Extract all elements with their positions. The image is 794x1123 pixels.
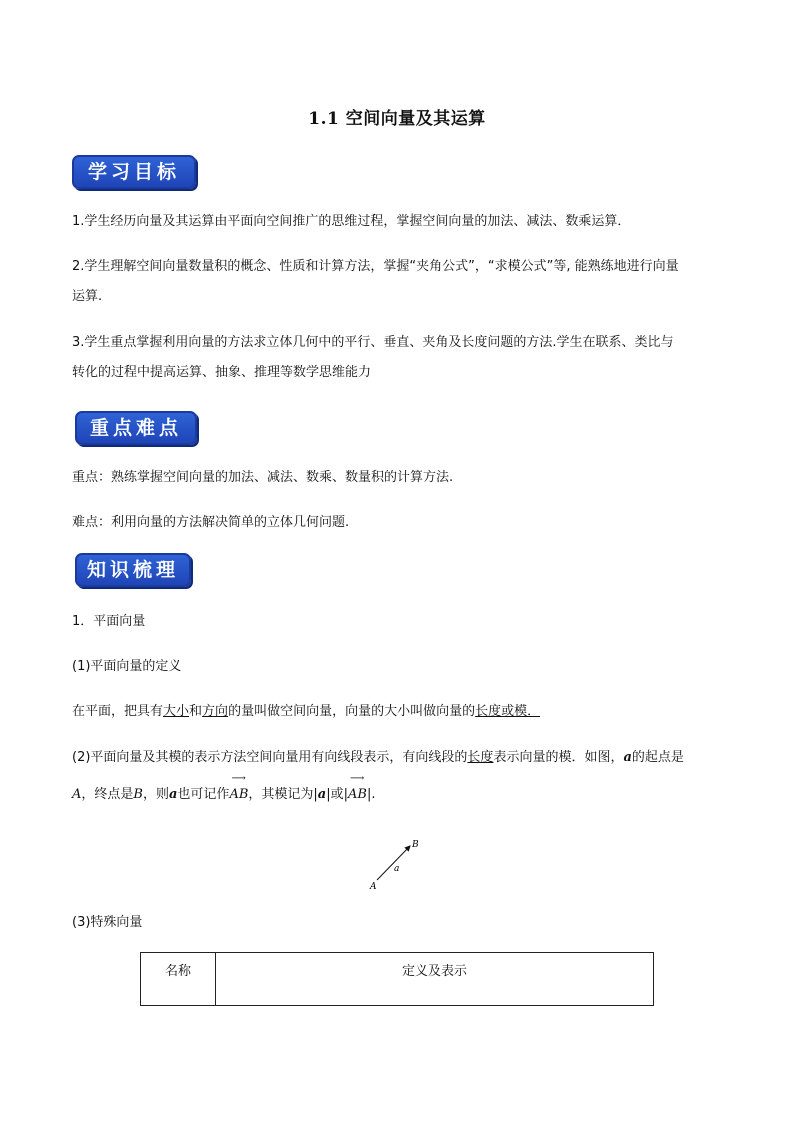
vector-arrow bbox=[377, 846, 410, 880]
arrow-over-icon: ⟶ bbox=[349, 773, 365, 784]
representation-text-2 bbox=[72, 773, 732, 810]
goal-2: 2.学生理解空间向量数量积的概念、性质和计算方法，掌握“夹角公式”，“求模公式”等, 能熟练地进行向量 bbox=[72, 259, 679, 274]
representation-text bbox=[72, 743, 732, 773]
table-row bbox=[141, 953, 654, 1006]
arrow-over-icon: ⟶ bbox=[231, 773, 246, 784]
def-part-a: 在平面，把具有 bbox=[72, 704, 164, 719]
def-and: 和 bbox=[189, 704, 203, 719]
goal-2-cont: 运算. bbox=[72, 289, 103, 304]
fig-label-vec: a bbox=[394, 864, 400, 874]
vec-ab-text: AB bbox=[229, 787, 249, 802]
section-badge-key: 重点难点 bbox=[75, 411, 197, 445]
point-a-label: A bbox=[72, 787, 82, 802]
rep-part-c: 的起点是 bbox=[631, 750, 684, 765]
vec-ab-mod bbox=[347, 773, 367, 810]
line2-c: ，则 bbox=[142, 787, 169, 802]
goal-1: 1.学生经历向量及其运算由平面向空间推广的思维过程，掌握空间向量的加法、减法、数乘运算． bbox=[72, 214, 631, 229]
point-b-label: B bbox=[133, 787, 143, 802]
key-difficult: 难点：利用向量的方法解决简单的立体几何问题. bbox=[72, 515, 350, 530]
line2-g: |. bbox=[366, 787, 376, 802]
line2-b: ，终点是 bbox=[81, 787, 134, 802]
goal-3: 3.学生重点掌握利用向量的方法求立体几何中的平行、垂直、夹角及长度问题的方法.学生在联系、类比与 bbox=[72, 335, 674, 350]
vec-a-mod: a bbox=[317, 787, 327, 802]
heading-definition: (1)平面向量的定义 bbox=[72, 659, 182, 674]
heading-special-vector: (3)特殊向量 bbox=[72, 915, 143, 930]
vec-a: a bbox=[168, 787, 178, 802]
line2-f: |或| bbox=[326, 787, 348, 802]
section-badge-knowledge: 知识梳理 bbox=[75, 553, 191, 587]
vec-ab-mod-text: AB bbox=[347, 787, 367, 802]
def-dir: 方向 bbox=[202, 704, 229, 719]
goal-3-cont: 转化的过程中提高运算、抽象、推理等数学思维能力 bbox=[72, 365, 372, 380]
def-size: 大小 bbox=[163, 704, 190, 719]
key-important: 重点：熟练掌握空间向量的加法、减法、数乘、数量积的计算方法. bbox=[72, 470, 454, 485]
page-title: 1.1 空间向量及其运算 bbox=[308, 109, 486, 129]
vec-ab bbox=[229, 773, 249, 810]
def-part-b: 的量叫做空间向量，向量的大小叫做向量的 bbox=[228, 704, 476, 719]
line2-e: ，其模记为| bbox=[248, 787, 318, 802]
table-header-definition: 定义及表示 bbox=[216, 953, 654, 1006]
rep-len: 长度 bbox=[467, 750, 494, 765]
special-vector-table bbox=[140, 952, 654, 1006]
rep-part-a: (2)平面向量及其模的表示方法空间向量用有向线段表示，有向线段的 bbox=[72, 750, 468, 765]
definition-text bbox=[72, 697, 732, 727]
rep-part-b: 表示向量的模．如图， bbox=[493, 750, 624, 765]
fig-label-b: B bbox=[412, 840, 419, 850]
vector-figure bbox=[360, 830, 440, 895]
heading-plane-vector: 1．平面向量 bbox=[72, 614, 146, 629]
fig-label-a: A bbox=[370, 882, 377, 892]
def-mod: 长度或模． bbox=[475, 704, 541, 719]
table-header-name: 名称 bbox=[141, 953, 216, 1006]
rep-vec: a bbox=[623, 750, 632, 765]
section-badge-goals: 学习目标 bbox=[72, 155, 196, 189]
line2-d: 也可记作 bbox=[177, 787, 230, 802]
